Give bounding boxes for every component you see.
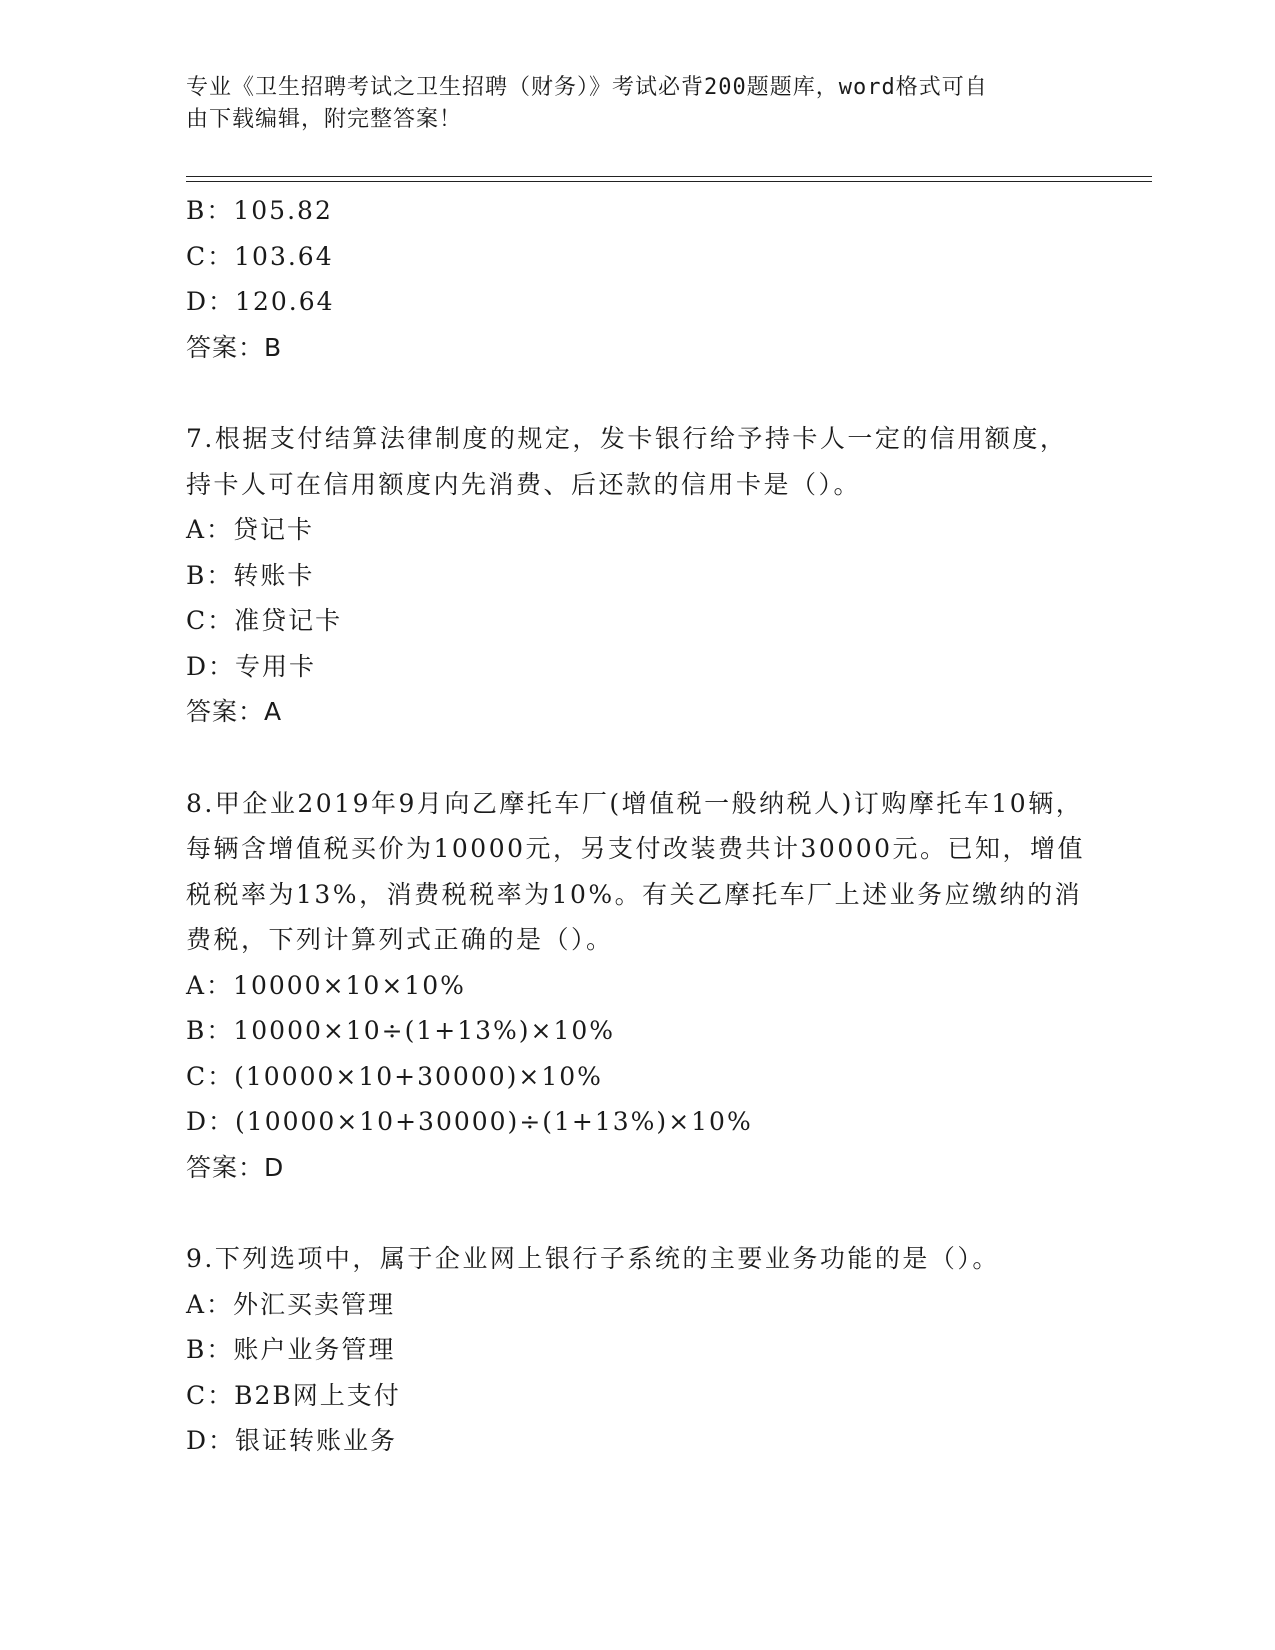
option-c: C：103.64 [186, 241, 334, 271]
option-b: B：账户业务管理 [186, 1335, 396, 1364]
document-header [186, 72, 1066, 136]
question-stem: 9.下列选项中，属于企业网上银行子系统的主要业务功能的是（）。 [186, 1244, 1000, 1273]
header-line-2: 由下载编辑，附完整答案！ [186, 107, 463, 132]
question-7 [186, 416, 1086, 735]
option-d: D：银证转账业务 [186, 1426, 398, 1455]
question-list [186, 188, 1086, 1464]
header-divider-bottom [186, 181, 1152, 182]
option-a: A：外汇买卖管理 [186, 1289, 396, 1319]
option-b: B：转账卡 [186, 560, 315, 590]
question-9 [186, 1236, 1086, 1464]
option-d: D：(10000×10+30000)÷(1+13%)×10% [186, 1107, 753, 1136]
option-b: B：105.82 [186, 196, 333, 225]
option-a: A：10000×10×10% [186, 970, 466, 1000]
header-divider-top [186, 176, 1152, 177]
carryover-question [186, 188, 1086, 370]
answer: 答案：A [186, 697, 283, 726]
option-d: D：专用卡 [186, 651, 317, 681]
answer: 答案：B [186, 332, 283, 362]
question-stem: 7.根据支付结算法律制度的规定，发卡银行给予持卡人一定的信用额度，持卡人可在信用额度内先消费、后还款的信用卡是（）。 [186, 424, 1068, 499]
question-8 [186, 781, 1086, 1191]
option-c: C：准贷记卡 [186, 606, 343, 635]
option-a: A：贷记卡 [186, 515, 315, 544]
option-d: D：120.64 [186, 287, 335, 316]
option-c: C：B2B网上支付 [186, 1380, 401, 1410]
header-line-1: 专业《卫生招聘考试之卫生招聘（财务）》考试必背200题题库，word格式可自 [186, 75, 988, 100]
question-stem: 8.甲企业2019年9月向乙摩托车厂(增值税一般纳税人)订购摩托车10辆，每辆含增值税买价为10000元，另支付改装费共计30000元。已知，增值税税率为13%，消费税税率为10%。有关乙摩托车厂上述业务应缴纳的消费税，下列计算列式正确的是（）。 [186, 788, 1086, 954]
option-b: B：10000×10÷(1+13%)×10% [186, 1016, 616, 1045]
option-c: C：(10000×10+30000)×10% [186, 1061, 603, 1091]
answer: 答案：D [186, 1152, 285, 1182]
